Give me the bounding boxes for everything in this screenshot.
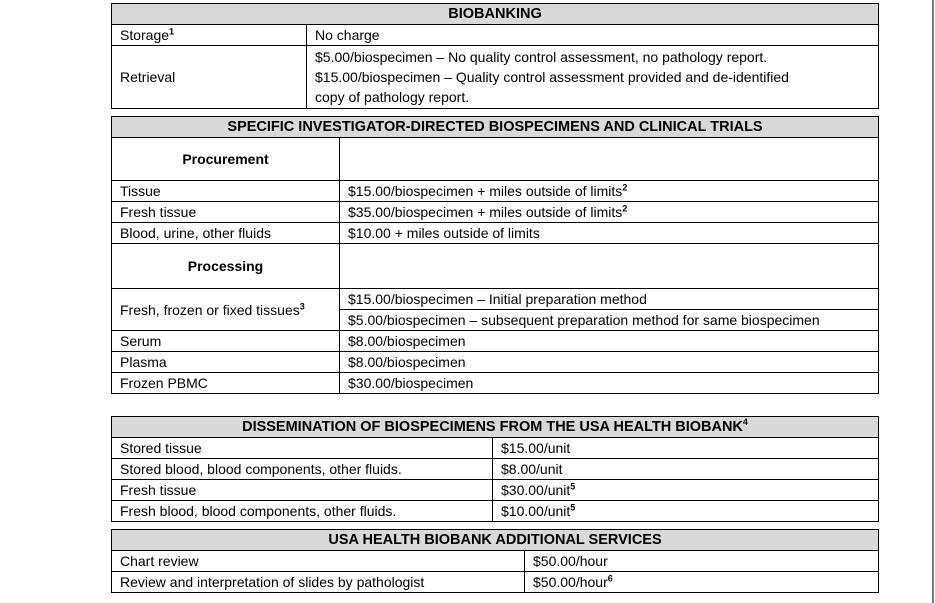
footnote-mark: 5 [570, 481, 576, 492]
row-label: Frozen PBMC [112, 373, 340, 394]
table-row [112, 181, 879, 202]
table-row [112, 46, 879, 109]
table-row [112, 551, 879, 572]
row-value [493, 480, 879, 501]
table-row [112, 244, 879, 289]
investigator-table [111, 116, 879, 394]
cell-text: Storage [120, 27, 170, 43]
row-value: $8.00/biospecimen [340, 331, 879, 352]
table-row [112, 572, 879, 593]
additional-header: USA HEALTH BIOBANK ADDITIONAL SERVICES [112, 530, 879, 551]
page-border [932, 0, 934, 603]
fresh-tissues-label [112, 289, 340, 331]
table-row [112, 480, 879, 501]
procurement-heading: Procurement [112, 138, 340, 181]
cell-text: Fresh, frozen or fixed tissues [120, 301, 300, 318]
row-value: $30.00/biospecimen [340, 373, 879, 394]
row-value: $50.00/hour [525, 551, 879, 572]
retrieval-line: copy of pathology report. [315, 89, 470, 105]
processing-heading: Processing [112, 244, 340, 289]
biobanking-header: BIOBANKING [112, 4, 879, 25]
row-value: $5.00/biospecimen – subsequent preparation method for same biospecimen [340, 310, 879, 331]
dissemination-header [112, 417, 879, 438]
additional-services-table [111, 529, 879, 593]
footnote-mark: 2 [622, 182, 628, 193]
table-row [112, 352, 879, 373]
row-value: $8.00/biospecimen [340, 352, 879, 373]
table-row [112, 202, 879, 223]
table-row [112, 289, 879, 310]
row-label: Chart review [112, 551, 525, 572]
cell-text: $50.00/hour [533, 574, 608, 590]
row-label: Serum [112, 331, 340, 352]
row-label: Stored blood, blood components, other fluids. [112, 459, 493, 480]
footnote-mark: 1 [169, 26, 175, 37]
cell-text: $35.00/biospecimen + miles outside of limits [348, 204, 623, 220]
row-label: Tissue [112, 181, 340, 202]
footnote-mark: 6 [607, 573, 613, 584]
storage-label [112, 25, 307, 46]
row-value: $10.00 + miles outside of limits [340, 223, 879, 244]
table-row [112, 459, 879, 480]
footnote-mark: 5 [570, 502, 576, 513]
row-label: Fresh tissue [112, 480, 493, 501]
row-value: $15.00/biospecimen – Initial preparation method [340, 289, 879, 310]
investigator-header: SPECIFIC INVESTIGATOR-DIRECTED BIOSPECIMENS AND CLINICAL TRIALS [112, 117, 879, 138]
row-value [340, 202, 879, 223]
row-value [525, 572, 879, 593]
empty-cell [340, 138, 879, 181]
row-value [493, 501, 879, 522]
footnote-mark: 4 [742, 417, 748, 428]
biobanking-table [111, 3, 879, 109]
row-label: Blood, urine, other fluids [112, 223, 340, 244]
dissemination-table [111, 416, 879, 522]
row-label: Plasma [112, 352, 340, 373]
empty-cell [340, 244, 879, 289]
row-label: Fresh tissue [112, 202, 340, 223]
table-row [112, 25, 879, 46]
header-text: DISSEMINATION OF BIOSPECIMENS FROM THE USA HEALTH BIOBANK [242, 419, 743, 435]
row-label: Fresh blood, blood components, other fluids. [112, 501, 493, 522]
table-row [112, 223, 879, 244]
cell-text: $30.00/unit [501, 482, 571, 498]
table-row [112, 438, 879, 459]
row-value [340, 181, 879, 202]
cell-text: $15.00/biospecimen + miles outside of limits [348, 183, 623, 199]
footnote-mark: 3 [299, 300, 305, 311]
table-row [112, 138, 879, 181]
row-value: $8.00/unit [493, 459, 879, 480]
row-label: Stored tissue [112, 438, 493, 459]
retrieval-label: Retrieval [112, 46, 307, 109]
table-row [112, 501, 879, 522]
retrieval-line: $15.00/biospecimen – Quality control assessment provided and de-identified [315, 69, 789, 85]
storage-value: No charge [307, 25, 879, 46]
retrieval-line: $5.00/biospecimen – No quality control assessment, no pathology report. [315, 49, 768, 65]
cell-text: $10.00/unit [501, 503, 571, 519]
row-label: Review and interpretation of slides by pathologist [112, 572, 525, 593]
row-value: $15.00/unit [493, 438, 879, 459]
retrieval-value [307, 46, 879, 109]
footnote-mark: 2 [622, 203, 628, 214]
table-row [112, 373, 879, 394]
table-row [112, 331, 879, 352]
